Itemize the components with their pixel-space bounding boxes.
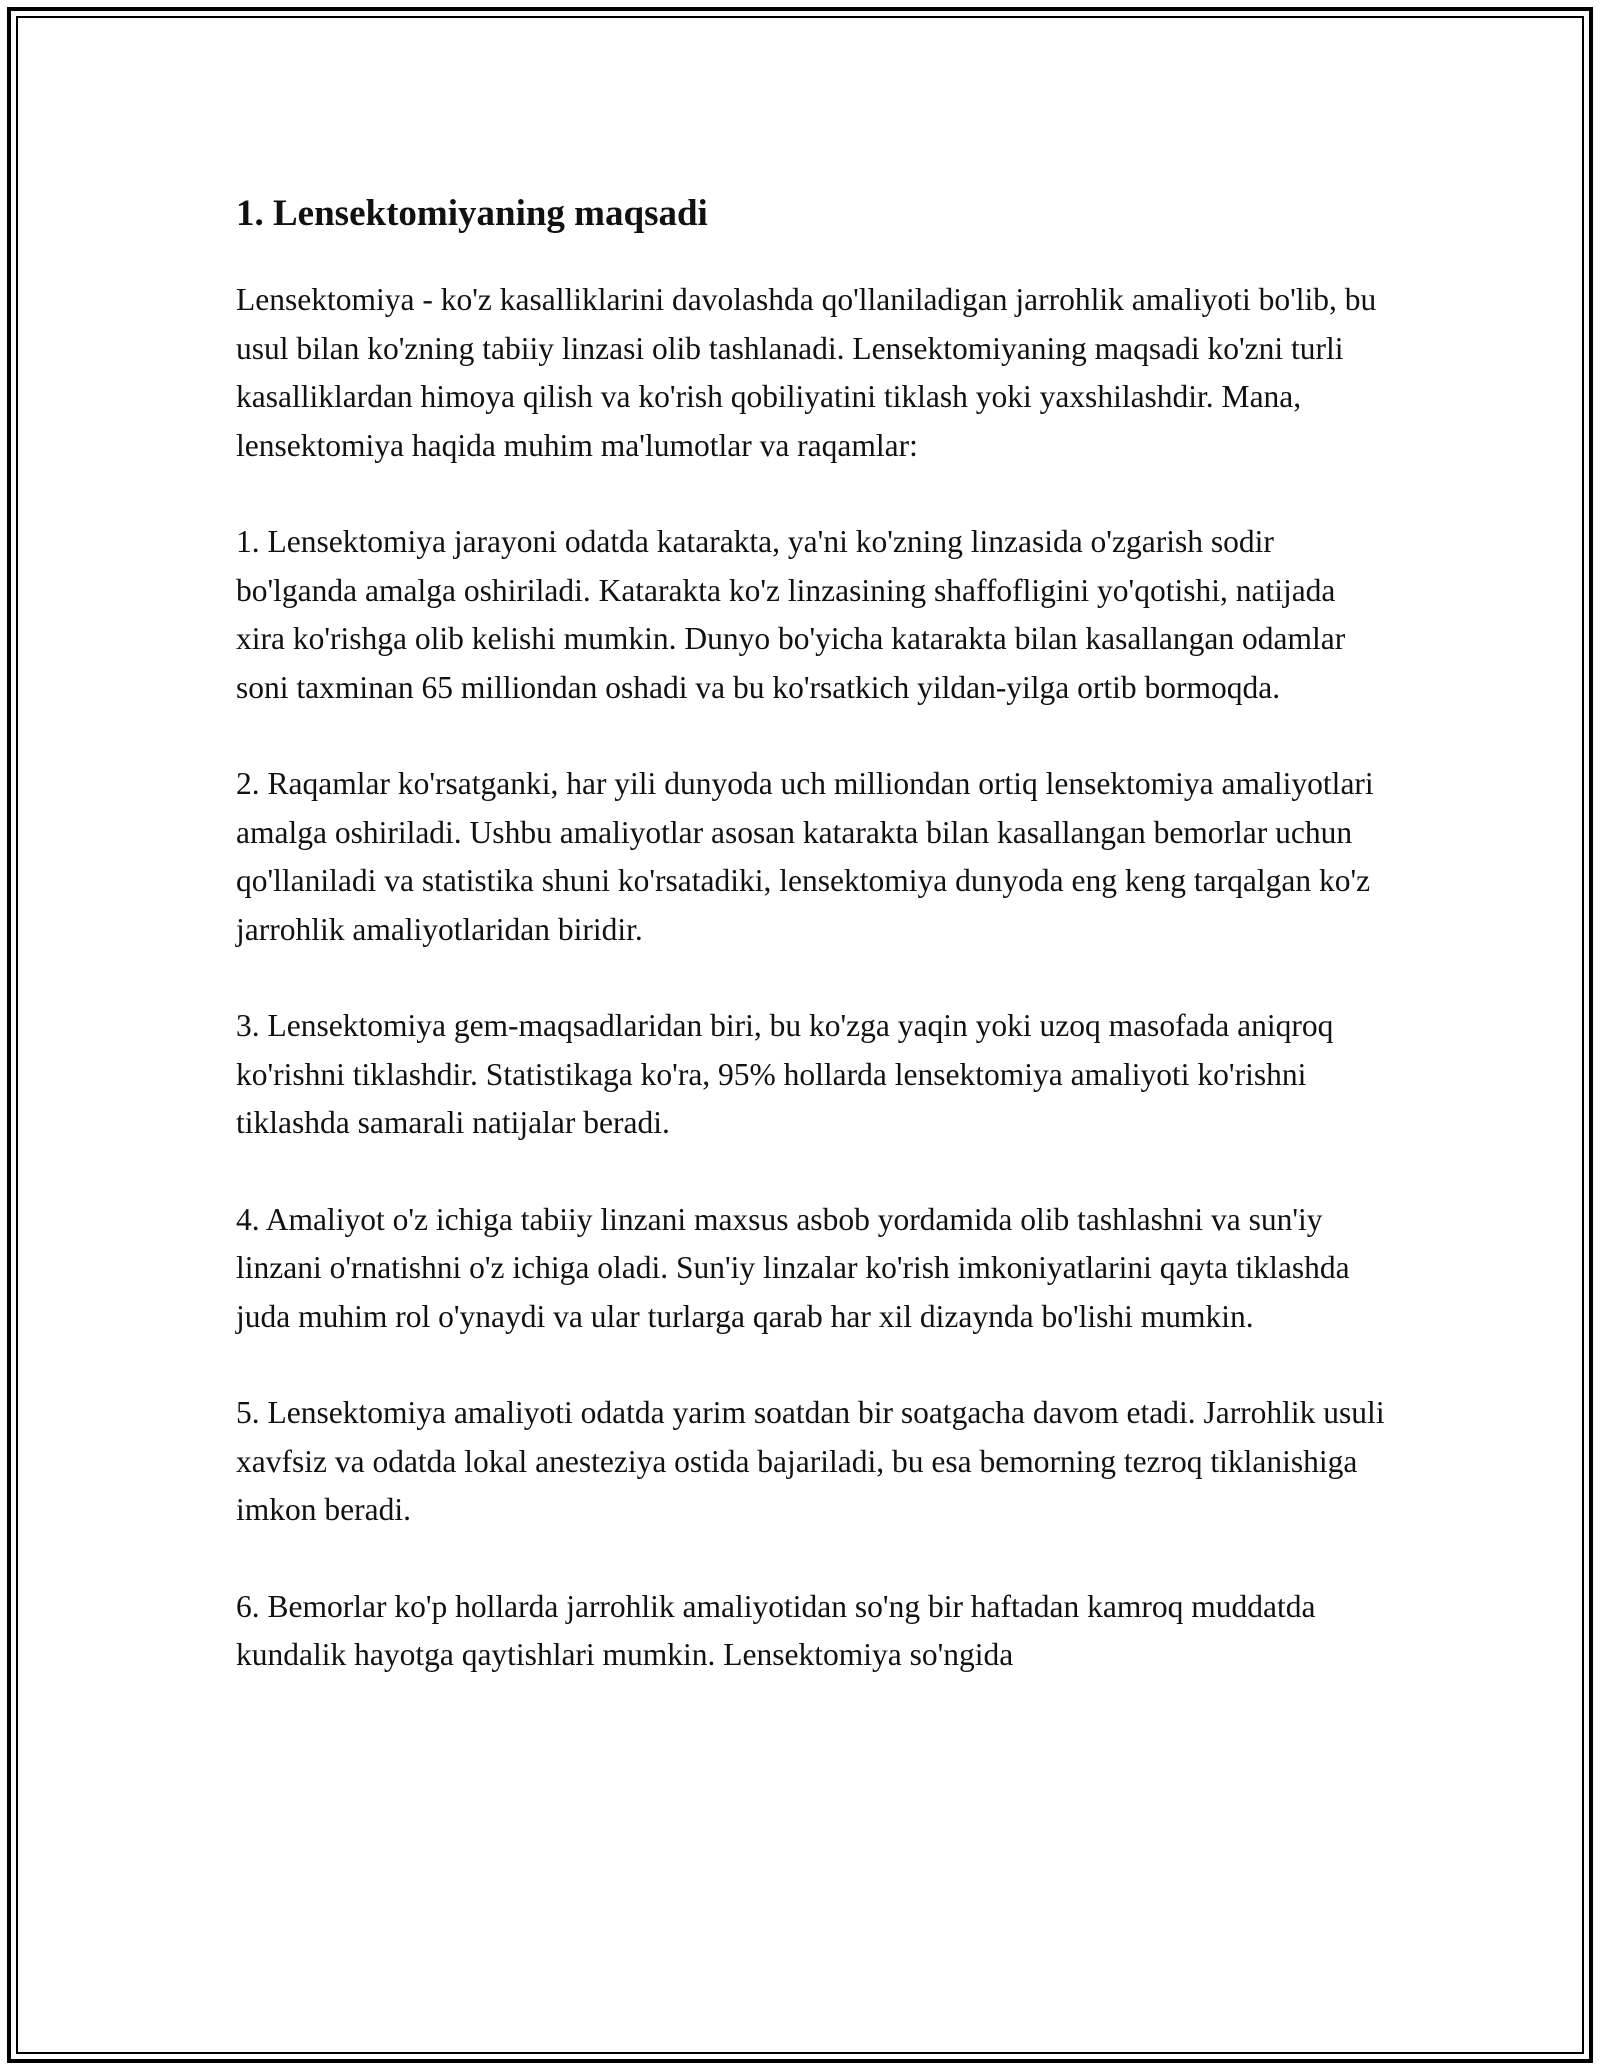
list-item-5: 5. Lensektomiya amaliyoti odatda yarim soatdan bir soatgacha davom etadi. Jarrohlik usuli xavfsiz va odatda lokal anesteziya ostida bajariladi, bu esa bemorning tezroq tiklanishiga imkon beradi.	[236, 1395, 1385, 1527]
list-item-4: 4. Amaliyot o'z ichiga tabiiy linzani maxsus asbob yordamida olib tashlashni va sun'iy linzani o'rnatishni o'z ichiga oladi. Sun'iy linzalar ko'rish imkoniyatlarini qayta tiklashda juda muhim rol o'ynaydi va ular turlarga qarab har xil dizaynda bo'lishi mumkin.	[236, 1201, 1350, 1334]
document-page	[236, 182, 1386, 1728]
list-item-2: 2. Raqamlar ko'rsatganki, har yili dunyoda uch milliondan ortiq lensektomiya amaliyotlari amalga oshiriladi. Ushbu amaliyotlar asosan katarakta bilan kasallangan bemorlar uchun qo'llaniladi va statistika shuni ko'rsatadiki, lensektomiya dunyoda eng keng tarqalgan ko'z jarrohlik amaliyotlaridan biridir.	[236, 766, 1374, 947]
list-item-3: 3. Lensektomiya gem-maqsadlaridan biri, bu ko'zga yaqin yoki uzoq masofada aniqroq ko'rishni tiklashdir. Statistikaga ko'ra, 95% hollarda lensektomiya amaliyoti ko'rishni tiklashda samarali natijalar beradi.	[236, 1008, 1334, 1140]
section-heading: 1. Lensektomiyaning maqsadi	[236, 193, 708, 234]
intro-paragraph: Lensektomiya - ko'z kasalliklarini davolashda qo'llaniladigan jarrohlik amaliyoti bo'lib, bu usul bilan ko'zning tabiiy linzasi olib tashlanadi. Lensektomiyaning maqsadi ko'zni turli kasalliklardan himoya qilish va ko'rish qobiliyatini tiklash yoki yaxshilashdir. Mana, lensektomiya haqida muhim ma'lumotlar va raqamlar:	[236, 282, 1377, 463]
list-item-6: 6. Bemorlar ko'p hollarda jarrohlik amaliyotidan so'ng bir haftadan kamroq muddatda kundalik hayotga qaytishlari mumkin. Lensektomiya so'ngida	[236, 1588, 1316, 1672]
list-item-1: 1. Lensektomiya jarayoni odatda katarakta, ya'ni ko'zning linzasida o'zgarish sodir bo'lganda amalga oshiriladi. Katarakta ko'z linzasining shaffofligini yo'qotishi, natijada xira ko'rishga olib kelishi mumkin. Dunyo bo'yicha katarakta bilan kasallangan odamlar soni taxminan 65 milliondan oshadi va bu ko'rsatkich yildan-yilga ortib bormoqda.	[236, 524, 1346, 705]
